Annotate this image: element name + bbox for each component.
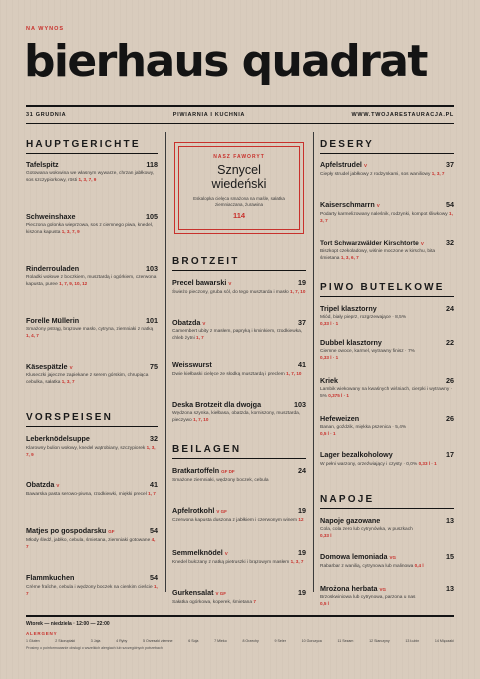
section-desery <box>320 139 454 154</box>
item-name: Tripel klasztorny <box>320 304 377 313</box>
item-price: 103 <box>294 400 306 409</box>
item-price: 13 <box>446 584 454 593</box>
menu-item <box>172 400 306 425</box>
item-price: 41 <box>298 360 306 369</box>
menu-item <box>172 506 306 524</box>
item-tag: V <box>224 551 228 556</box>
item-name: Lager bezalkoholowy <box>320 450 393 459</box>
allergen-entry: 1 Gluten <box>26 639 40 643</box>
section-napoje <box>320 494 454 509</box>
item-volume: 0,4 l <box>414 563 424 568</box>
menu-item <box>26 480 158 498</box>
section-brotzeit <box>172 256 306 271</box>
item-price: 32 <box>446 238 454 247</box>
item-desc: Kluseczki jajeczne zapiekane z serem górskim, chrupiąca cebulka, sałatka <box>26 373 149 386</box>
item-allergens: 1, 3, 7, 9 <box>61 229 80 235</box>
item-name: Obatzda <box>172 318 201 327</box>
featured-dish-box <box>174 142 304 234</box>
item-price: 22 <box>446 338 454 347</box>
item-volume: 0,33 l <box>320 533 332 539</box>
opening-hours: Wtorek — niedziela · 12:00 — 22:00 <box>26 621 110 627</box>
item-desc: Ciemne owoce, karmel, wytrawny finisz · 7% <box>320 349 415 354</box>
item-allergens: 1, 7 <box>26 584 158 597</box>
item-name: Domowa lemoniada <box>320 552 388 561</box>
allergens-title: ALERGENY <box>26 631 58 636</box>
item-name: Obatzda <box>26 480 55 489</box>
menu-item <box>172 360 306 378</box>
featured-kicker: NASZ FAWORYT <box>213 154 265 160</box>
footer-rule <box>26 615 454 617</box>
item-name: Matjes po gospodarsku <box>26 526 107 535</box>
item-volume: 0,33 l · 1 <box>418 461 437 466</box>
item-desc: Ciepły strudel jabłkowy z rodzynkami, sos waniliowy <box>320 172 431 177</box>
item-name: Napoje gazowane <box>320 516 381 525</box>
item-price: 19 <box>298 548 306 557</box>
item-desc: Czerwona kapusta duszona z jabłkiem i czerwonym winem <box>172 518 298 523</box>
menu-item <box>320 376 454 401</box>
menu-item <box>320 552 454 570</box>
item-desc: Smażony pstrąg, brązowe masło, cytryna, ziemniaki z natką <box>26 327 154 332</box>
item-allergens: 7 <box>253 599 256 604</box>
item-name: Mrożona herbata <box>320 584 378 593</box>
info-bar <box>26 110 454 120</box>
item-name: Weisswurst <box>172 360 212 369</box>
middle-column <box>172 132 306 605</box>
column-divider-right <box>313 132 314 592</box>
item-allergens: 1, 7 <box>148 491 156 496</box>
menu-item <box>320 200 454 226</box>
allergen-entry: 7 Mleko <box>214 639 227 643</box>
item-desc: Cola, cola zero lub cytrynówka, w puszkach <box>320 527 413 532</box>
item-allergens: 1, 7 <box>196 335 204 341</box>
menu-item <box>320 160 454 178</box>
item-tag: V GF <box>216 509 227 514</box>
item-tag: V <box>376 203 380 208</box>
menu-item <box>320 238 454 263</box>
item-price: 19 <box>298 588 306 597</box>
item-name: Kriek <box>320 376 338 385</box>
section-vorspeisen <box>26 412 158 427</box>
item-tag: V GF <box>215 591 227 596</box>
menu-item <box>172 466 306 484</box>
item-price: 41 <box>150 480 158 489</box>
allergen-entry: 5 Orzeszki ziemne <box>142 639 173 643</box>
menu-item <box>26 160 158 185</box>
item-price: 37 <box>298 318 306 327</box>
item-tag: V <box>202 321 206 326</box>
item-allergens: 1, 4, 7 <box>26 333 39 339</box>
item-desc: Podarty karmelizowany naleśnik, rodzynki, kompot śliwkowy <box>320 212 448 217</box>
item-allergens: 1, 7, 10 <box>286 371 302 376</box>
item-price: 54 <box>150 526 158 535</box>
menu-item <box>320 414 454 439</box>
item-price: 118 <box>146 160 158 169</box>
menu-subtitle: PIWIARNIA I KUCHNIA <box>172 112 246 118</box>
item-name: Dubbel klasztorny <box>320 338 382 347</box>
item-name: Apfelstrudel <box>320 160 362 169</box>
item-price: 13 <box>446 516 454 525</box>
menu-item <box>172 588 306 606</box>
footer <box>26 621 454 650</box>
item-price: 103 <box>146 264 158 273</box>
item-name: Apfelrotkohl <box>172 506 215 515</box>
item-desc: Lambik wiekowany na kwaśnych wiśniach, cierpki i wytrawny · 5% <box>320 387 453 400</box>
item-allergens: 1, 7, 10 <box>193 417 209 423</box>
item-name: Rinderrouladen <box>26 264 80 273</box>
takeaway-kicker: NA WYNOS <box>26 26 65 32</box>
item-allergens: 12 <box>298 517 304 522</box>
section-title: VORSPEISEN <box>26 412 158 427</box>
item-volume: 0,33 l · 1 <box>320 321 339 327</box>
item-price: 19 <box>298 506 306 515</box>
item-name: Bratkartoffeln <box>172 466 220 475</box>
menu-item <box>26 212 158 237</box>
item-allergens: 1, 3, 7 <box>320 211 453 224</box>
item-price: 101 <box>146 316 158 325</box>
item-desc: Brzoskwiniowa lub cytrynowa, parzona u nas <box>320 595 416 600</box>
allergens-list <box>26 639 454 643</box>
menu-item <box>26 316 158 341</box>
menu-item <box>172 548 306 566</box>
item-desc: Sałatka ogórkowa, koperek, śmietana <box>172 600 252 605</box>
item-price: 32 <box>150 434 158 443</box>
featured-price: 114 <box>232 211 246 220</box>
item-name: Hefeweizen <box>320 414 360 423</box>
item-price: 26 <box>446 414 454 423</box>
featured-name-line1: Sznycel <box>217 163 261 177</box>
item-desc: Świeżo pieczony, gruba sól, do tego musztarda i masło <box>172 290 289 295</box>
allergen-entry: 14 Mięczaki <box>434 639 454 643</box>
item-tag: V <box>69 365 73 370</box>
item-desc: Dwie kiełbaski cielęce ze słodką musztardą i preclem <box>172 372 285 377</box>
item-desc: Crème fraîche, cebula i wędzony boczek na cienkim cieście <box>26 585 153 590</box>
item-name: Kaiserschmarrn <box>320 200 375 209</box>
item-tag: GF <box>108 529 115 534</box>
item-tag: V <box>363 163 367 168</box>
item-price: 24 <box>446 304 454 313</box>
menu-item <box>26 573 158 599</box>
item-tag: VG <box>379 587 387 592</box>
item-volume: 0,375 l · 1 <box>328 393 349 399</box>
menu-item <box>26 434 158 460</box>
allergen-entry: 3 Jaja <box>90 639 101 643</box>
column-divider-left <box>165 132 166 592</box>
menu-item <box>172 318 306 343</box>
menu-item <box>320 338 454 363</box>
allergen-entry: 6 Soja <box>188 639 199 643</box>
item-desc: Banan, goździk, miękka pszenica · 5,4% <box>320 425 407 430</box>
allergen-entry: 2 Skorupiaki <box>55 639 76 643</box>
item-name: Gurkensalat <box>172 588 214 597</box>
item-allergens: 1, 3, 7, 9 <box>78 177 97 183</box>
item-desc: Biszkopt czekoladowy, wiśnie moczone w kirschu, bita śmietana <box>320 249 436 262</box>
menu-item <box>320 516 454 541</box>
menu-date: 31 GRUDNIA <box>26 112 67 118</box>
left-column <box>26 132 158 595</box>
item-desc: Roladki wołowe z boczkiem, musztardą i ogórkiem, czerwona kapusta, puree <box>26 275 157 288</box>
item-allergens: 1, 7, 10 <box>290 289 306 294</box>
item-allergens: 1, 3, 7, 9 <box>26 445 156 458</box>
item-volume: 0,5 l <box>320 601 329 607</box>
item-allergens: 1, 3, 7 <box>431 171 445 176</box>
featured-name-line2: wiedeński <box>211 177 267 191</box>
restaurant-title: bierhaus quadrat <box>24 36 427 87</box>
item-name: Flammkuchen <box>26 573 75 582</box>
menu-item <box>26 362 158 387</box>
item-name: Käsespätzle <box>26 362 68 371</box>
item-name: Semmelknödel <box>172 548 223 557</box>
item-desc: Knedel bułczany z natką pietruszki i brązowym masłem <box>172 560 290 565</box>
allergy-note: Prosimy o poinformowanie obsługi o wszelkich alergiach lub szczególnych potrzebach <box>26 646 163 650</box>
right-column <box>320 132 454 607</box>
item-allergens: 1, 3, 7 <box>61 379 75 385</box>
item-tag: V <box>420 241 424 246</box>
item-price: 105 <box>146 212 158 221</box>
item-allergens: 1, 3, 6, 7 <box>340 255 359 261</box>
item-desc: Pieczona golonka wieprzowa, sos z ciemnego piwa, knedel, kiszona kapusta <box>26 223 154 236</box>
section-hauptgerichte <box>26 139 158 154</box>
section-title: DESERY <box>320 139 454 154</box>
menu-item <box>320 584 454 609</box>
item-price: 37 <box>446 160 454 169</box>
item-name: Deska Brotzeit dla dwojga <box>172 400 262 409</box>
item-price: 17 <box>446 450 454 459</box>
allergen-entry: 10 Gorczyca <box>301 639 322 643</box>
item-desc: Młody śledź, jabłko, cebula, śmietana, ziemniaki gotowane <box>26 538 151 543</box>
menu-item <box>172 278 306 296</box>
section-title: NAPOJE <box>320 494 454 509</box>
item-desc: Smażone ziemniaki, wędzony boczek, cebula <box>172 478 269 483</box>
item-price: 19 <box>298 278 306 287</box>
menu-item <box>26 264 158 289</box>
allergen-entry: 11 Sezam <box>337 639 354 643</box>
item-allergens: 4, 7 <box>26 537 156 550</box>
item-desc: Camembert ubity z masłem, papryką i kminkiem, rzodkiewka, chleb żytni <box>172 329 303 342</box>
section-title: BEILAGEN <box>172 444 306 459</box>
section-title: HAUPTGERICHTE <box>26 139 158 154</box>
item-price: 24 <box>298 466 306 475</box>
item-desc: Wędzona szynka, kiełbasa, obatzda, korniszony, musztarda, pieczywo <box>172 411 301 424</box>
item-tag: GF DF <box>221 469 235 474</box>
item-price: 54 <box>150 573 158 582</box>
header-rule-bottom <box>26 123 454 124</box>
item-name: Forelle Müllerin <box>26 316 80 325</box>
item-volume: 0,33 l · 1 <box>320 355 339 361</box>
item-tag: V <box>228 281 232 286</box>
item-name: Schweinshaxe <box>26 212 76 221</box>
item-desc: Gotowana wołowina we własnym wywarze, chrzan jabłkowy, sos szczypiorkowy, rösti <box>26 171 155 184</box>
item-tag: V <box>56 483 60 488</box>
featured-desc: Eskalopka cielęca smażona na maśle, sałatka ziemniaczana, żurawina <box>193 196 285 207</box>
item-price: 75 <box>150 362 158 371</box>
allergen-entry: 12 Siarczyny <box>369 639 390 643</box>
section-piwo-butelkowe <box>320 282 454 297</box>
item-name: Tafelspitz <box>26 160 59 169</box>
item-tag: VG <box>389 555 397 560</box>
item-allergens: 1, 7, 9, 10, 12 <box>59 281 88 287</box>
section-beilagen <box>172 444 306 459</box>
menu-item <box>320 304 454 329</box>
menu-item <box>320 450 454 468</box>
menu-page <box>26 0 454 679</box>
header-rule-top <box>26 105 454 107</box>
website-link[interactable]: WWW.TWOJARESTAURACJA.PL <box>351 112 454 118</box>
allergen-entry: 8 Orzechy <box>242 639 259 643</box>
item-allergens: 1, 3, 7 <box>290 559 304 564</box>
item-price: 15 <box>446 552 454 561</box>
item-desc: Miód, biały pieprz, rozgrzewające · 8,5% <box>320 315 407 320</box>
item-desc: Klarowny bulion wołowy, knedel wątrobiany, szczypiorek <box>26 446 146 451</box>
section-title: PIWO BUTELKOWE <box>320 282 454 297</box>
item-desc: Bawarska pasta serowo-piwna, rzodkiewki, miękki precel <box>26 492 147 497</box>
item-volume: 0,5 l · 1 <box>320 431 336 437</box>
section-title: BROTZEIT <box>172 256 306 271</box>
allergen-entry: 13 Łubin <box>405 639 420 643</box>
item-price: 54 <box>446 200 454 209</box>
item-name: Leberknödelsuppe <box>26 434 90 443</box>
allergen-entry: 9 Seler <box>274 639 286 643</box>
item-name: Tort Schwarzwälder Kirschtorte <box>320 240 419 247</box>
menu-item <box>26 526 158 552</box>
item-name: Precel bawarski <box>172 278 227 287</box>
item-desc: W pełni warzony, orzeźwiający i czysty · 0,0% <box>320 462 418 467</box>
item-price: 26 <box>446 376 454 385</box>
allergen-entry: 4 Ryby <box>116 639 128 643</box>
item-desc: Rabarbar z wanilią, cytrynowa lub malinowa <box>320 564 414 569</box>
